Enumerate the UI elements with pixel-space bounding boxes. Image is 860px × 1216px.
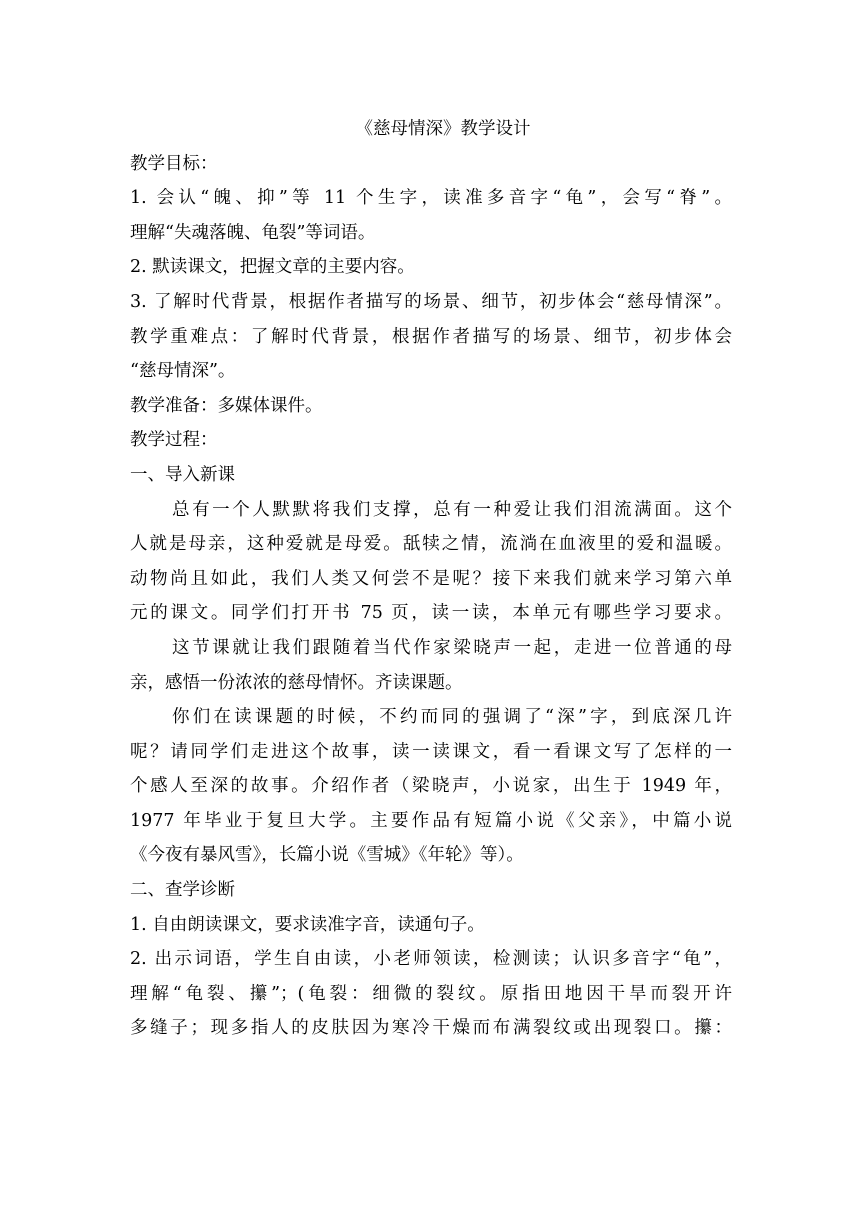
paragraph-line: 个感人至深的故事。介绍作者（梁晓声，小说家，出生于 1949 年， <box>130 776 732 797</box>
diagnosis-item-2-line-2: 理解“龟裂、攥”；(龟裂：细微的裂纹。原指田地因干旱而裂开许 <box>130 983 732 1004</box>
paragraph-line: 这节课就让我们跟随着当代作家梁晓声一起，走进一位普通的母 <box>172 637 732 658</box>
paragraph-line: 元的课文。同学们打开书 75 页，读一读，本单元有哪些学习要求。 <box>130 603 732 624</box>
paragraph-line: 呢？请同学们走进这个故事，读一读课文，看一看课文写了怎样的一 <box>130 741 732 762</box>
section-heading-objectives: 教学目标： <box>130 153 218 174</box>
key-difficulty-line-1: 教学重难点：了解时代背景，根据作者描写的场景、细节，初步体会 <box>130 326 732 347</box>
paragraph-line: 亲，感悟一份浓浓的慈母情怀。齐读课题。 <box>130 672 463 693</box>
paragraph-line: 《今夜有暴风雪》，长篇小说《雪城》《年轮》等）。 <box>130 845 524 866</box>
paragraph-line: 动物尚且如此，我们人类又何尝不是呢？接下来我们就来学习第六单 <box>130 568 732 589</box>
section-heading-process: 教学过程： <box>130 430 218 451</box>
paragraph-line: 总有一个人默默将我们支撑，总有一种爱让我们泪流满面。这个 <box>172 499 732 520</box>
key-difficulty-line-2: “慈母情深”。 <box>130 361 236 382</box>
paragraph-line: 你们在读课题的时候，不约而同的强调了“深”字，到底深几许 <box>172 707 732 728</box>
step-heading-diagnosis: 二、查学诊断 <box>130 880 235 901</box>
objective-1-line-2: 理解“失魂落魄、龟裂”等词语。 <box>130 222 376 243</box>
objective-3: 3. 了解时代背景，根据作者描写的场景、细节，初步体会“慈母情深”。 <box>130 291 732 312</box>
paragraph-line: 1977 年毕业于复旦大学。主要作品有短篇小说《父亲》，中篇小说 <box>130 810 732 831</box>
teaching-preparation: 教学准备：多媒体课件。 <box>130 395 323 416</box>
diagnosis-item-2-line-3: 多缝子；现多指人的皮肤因为寒冷干燥而布满裂纹或出现裂口。攥： <box>130 1018 732 1039</box>
objective-1-line-1: 1. 会认“魄、抑”等 11 个生字，读准多音字“龟”，会写“脊”。 <box>130 188 732 209</box>
paragraph-line: 人就是母亲，这种爱就是母爱。舐犊之情，流淌在血液里的爱和温暖。 <box>130 534 732 555</box>
objective-2: 2. 默读课文，把握文章的主要内容。 <box>130 257 415 278</box>
diagnosis-item-2-line-1: 2. 出示词语，学生自由读，小老师领读，检测读；认识多音字“龟”， <box>130 949 732 970</box>
step-heading-introduction: 一、导入新课 <box>130 464 235 485</box>
document-title: 《慈母情深》教学设计 <box>355 119 531 139</box>
diagnosis-item-1: 1. 自由朗读课文，要求读准字音，读通句子。 <box>130 914 485 935</box>
document-body <box>130 112 732 1046</box>
